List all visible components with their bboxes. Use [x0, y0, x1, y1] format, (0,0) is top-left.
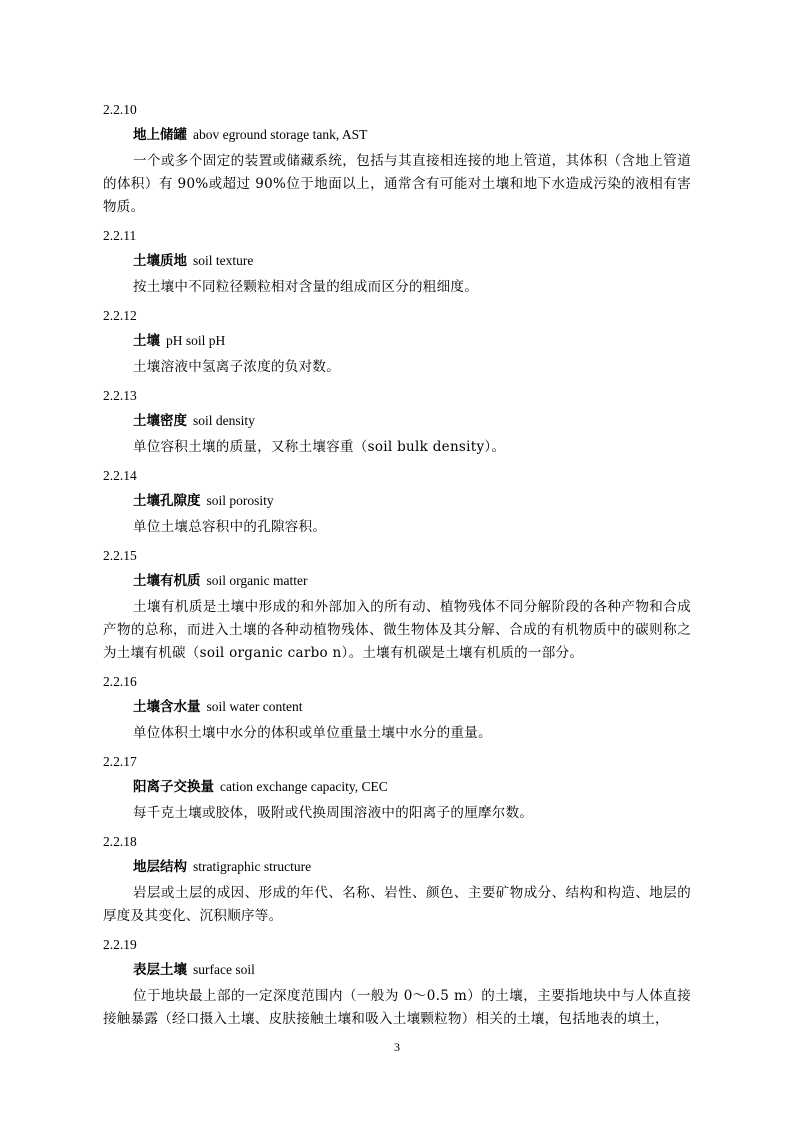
- term-entry-2-2-11: [103, 226, 691, 299]
- clause-number: 2.2.10: [103, 102, 137, 117]
- clause-number: 2.2.17: [103, 754, 137, 769]
- clause-number: 2.2.11: [103, 228, 137, 243]
- term-entry-2-2-19: [103, 935, 691, 1031]
- clause-number: 2.2.19: [103, 937, 137, 952]
- term-definition: 单位容积土壤的质量，又称土壤容重（soil bulk density）。: [133, 439, 506, 455]
- term-definition: 每千克土壤或胶体，吸附或代换周围溶液中的阳离子的厘摩尔数。: [133, 805, 534, 821]
- term-chinese: 土壤含水量: [133, 699, 201, 715]
- term-entry-2-2-13: [103, 386, 691, 459]
- term-heading: [133, 411, 691, 431]
- term-definition: 土壤溶液中氢离子浓度的负对数。: [133, 359, 340, 375]
- term-heading: [133, 251, 691, 271]
- term-english: pH soil pH: [166, 333, 226, 348]
- term-english: soil density: [193, 413, 255, 428]
- term-heading: [133, 491, 691, 511]
- term-entry-2-2-16: [103, 672, 691, 745]
- clause-number: 2.2.12: [103, 308, 137, 323]
- term-english: stratigraphic structure: [193, 859, 312, 874]
- term-english: soil texture: [193, 253, 254, 268]
- term-english: cation exchange capacity, CEC: [220, 779, 388, 794]
- term-chinese: 地层结构: [133, 859, 187, 875]
- term-chinese: 土壤有机质: [133, 573, 201, 589]
- term-english: soil water content: [206, 699, 303, 714]
- term-entry-2-2-12: [103, 306, 691, 379]
- term-heading: [133, 697, 691, 717]
- terms-list: [103, 100, 691, 1038]
- clause-number: 2.2.18: [103, 834, 137, 849]
- clause-number: 2.2.14: [103, 468, 137, 483]
- term-english: abov eground storage tank, AST: [193, 127, 368, 142]
- clause-number: 2.2.13: [103, 388, 137, 403]
- term-entry-2-2-18: [103, 832, 691, 928]
- term-chinese: 表层土壤: [133, 962, 187, 978]
- term-heading: [133, 777, 691, 797]
- term-english: soil porosity: [206, 493, 274, 508]
- term-heading: [133, 857, 691, 877]
- term-chinese: 土壤: [133, 333, 160, 349]
- term-definition: 单位土壤总容积中的孔隙容积。: [133, 519, 327, 535]
- term-entry-2-2-15: [103, 546, 691, 665]
- term-definition: 位于地块最上部的一定深度范围内（一般为 0～0.5 m）的土壤，主要指地块中与人体直接接触暴露（经口摄入土壤、皮肤接触土壤和吸入土壤颗粒物）相关的土壤，包括地表的填土，: [103, 988, 691, 1027]
- term-english: surface soil: [193, 962, 255, 977]
- page-number: 3: [394, 1040, 400, 1054]
- term-entry-2-2-14: [103, 466, 691, 539]
- term-chinese: 地上储罐: [133, 127, 187, 143]
- term-english: soil organic matter: [206, 573, 308, 588]
- term-definition: 一个或多个固定的装置或储藏系统，包括与其直接相连接的地上管道，其体积（含地上管道的体积）有 90%或超过 90%位于地面以上，通常含有可能对土壤和地下水造成污染的液相有害物质。: [103, 153, 691, 215]
- clause-number: 2.2.16: [103, 674, 137, 689]
- term-definition: 岩层或土层的成因、形成的年代、名称、岩性、颜色、主要矿物成分、结构和构造、地层的厚度及其变化、沉积顺序等。: [103, 885, 691, 924]
- term-chinese: 土壤密度: [133, 413, 187, 429]
- term-heading: [133, 571, 691, 591]
- term-definition: 土壤有机质是土壤中形成的和外部加入的所有动、植物残体不同分解阶段的各种产物和合成产物的总称，而进入土壤的各种动植物残体、微生物体及其分解、合成的有机物质中的碳则称之为土壤有机碳（soil organic carbo n）。土壤有机碳是土壤有机质的一部分。: [103, 599, 691, 661]
- term-definition: 单位体积土壤中水分的体积或单位重量土壤中水分的重量。: [133, 725, 492, 741]
- clause-number: 2.2.15: [103, 548, 137, 563]
- term-heading: [133, 331, 691, 351]
- term-chinese: 土壤质地: [133, 253, 187, 269]
- term-heading: [133, 125, 691, 145]
- term-chinese: 土壤孔隙度: [133, 493, 201, 509]
- term-chinese: 阳离子交换量: [133, 779, 214, 795]
- term-definition: 按土壤中不同粒径颗粒相对含量的组成而区分的粗细度。: [133, 279, 478, 295]
- term-heading: [133, 960, 691, 980]
- term-entry-2-2-10: [103, 100, 691, 219]
- term-entry-2-2-17: [103, 752, 691, 825]
